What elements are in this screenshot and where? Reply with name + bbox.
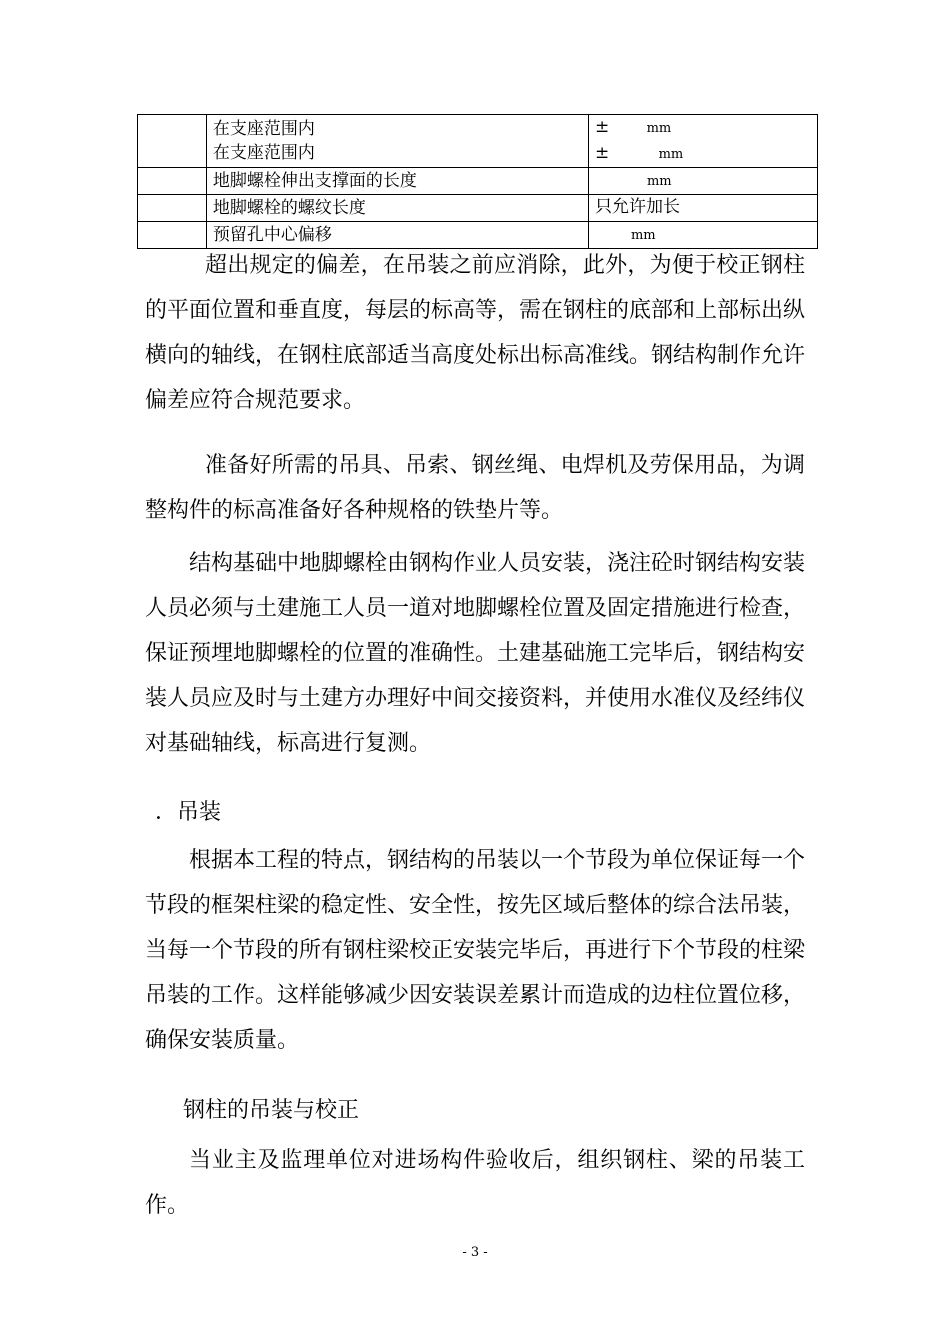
table-cell-empty <box>138 195 207 222</box>
paragraph: 当业主及监理单位对进场构件验收后，组织钢柱、梁的吊装工作。 <box>145 1148 805 1218</box>
tolerance-prefix: 只允许加长 <box>594 197 680 217</box>
page-number: - 3 - <box>462 1245 488 1260</box>
table-row <box>138 168 818 195</box>
section-heading: ．吊装 <box>155 800 222 825</box>
tolerance-unit: mm <box>646 174 672 189</box>
paragraph: 根据本工程的特点，钢结构的吊装以一个节段为单位保证每一个节段的框架柱梁的稳定性、安全性，按先区域后整体的综合法吊装，当每一个节段的所有钢柱梁校正安装完毕后，再进行下个节段的柱梁吊装的工作。这样能够减少因安装误差累计而造成的边柱位置位移，确保安装质量。 <box>145 848 806 1053</box>
table-cell-empty <box>138 115 207 168</box>
table-row <box>138 195 818 222</box>
tolerance-prefix: ± <box>594 117 610 137</box>
table-cell-item <box>206 115 588 168</box>
paragraph: 结构基础中地脚螺栓由钢构作业人员安装，浇注砼时钢结构安装人员必须与土建施工人员一道对地脚螺栓位置及固定措施进行检查，保证预埋地脚螺栓的位置的准确性。土建基础施工完毕后，钢结构安装人员应及时与土建方办理好中间交接资料，并使用水准仪及经纬仪对基础轴线，标高进行复测。 <box>145 551 806 756</box>
tolerance-prefix: ± <box>594 143 610 163</box>
table-cell-item: 预留孔中心偏移 <box>206 222 588 249</box>
item-text: 在支座范围内 <box>212 143 315 163</box>
tolerance-unit: mm <box>646 121 672 136</box>
section-heading: 钢柱的吊装与校正 <box>183 1098 360 1123</box>
table-cell-tolerance <box>588 115 817 168</box>
table-cell-empty <box>138 168 207 195</box>
tolerance-unit: mm <box>630 228 656 243</box>
table-cell-tolerance <box>588 195 817 222</box>
table-cell-tolerance <box>588 168 817 195</box>
item-text: 在支座范围内 <box>212 119 315 139</box>
tolerance-table <box>137 114 818 249</box>
tolerance-value <box>595 115 811 141</box>
table-cell-item: 地脚螺栓伸出支撑面的长度 <box>206 168 588 195</box>
tolerance-unit: mm <box>658 147 684 162</box>
tolerance-value <box>595 141 811 167</box>
paragraph: 超出规定的偏差，在吊装之前应消除，此外，为便于校正钢柱的平面位置和垂直度，每层的标高等，需在钢柱的底部和上部标出纵横向的轴线，在钢柱底部适当高度处标出标高准线。钢结构制作允许偏差应符合规范要求。 <box>145 253 806 413</box>
paragraph: 准备好所需的吊具、吊索、钢丝绳、电焊机及劳保用品，为调整构件的标高准备好各种规格的铁垫片等。 <box>145 453 805 523</box>
table-cell-item: 地脚螺栓的螺纹长度 <box>206 195 588 222</box>
